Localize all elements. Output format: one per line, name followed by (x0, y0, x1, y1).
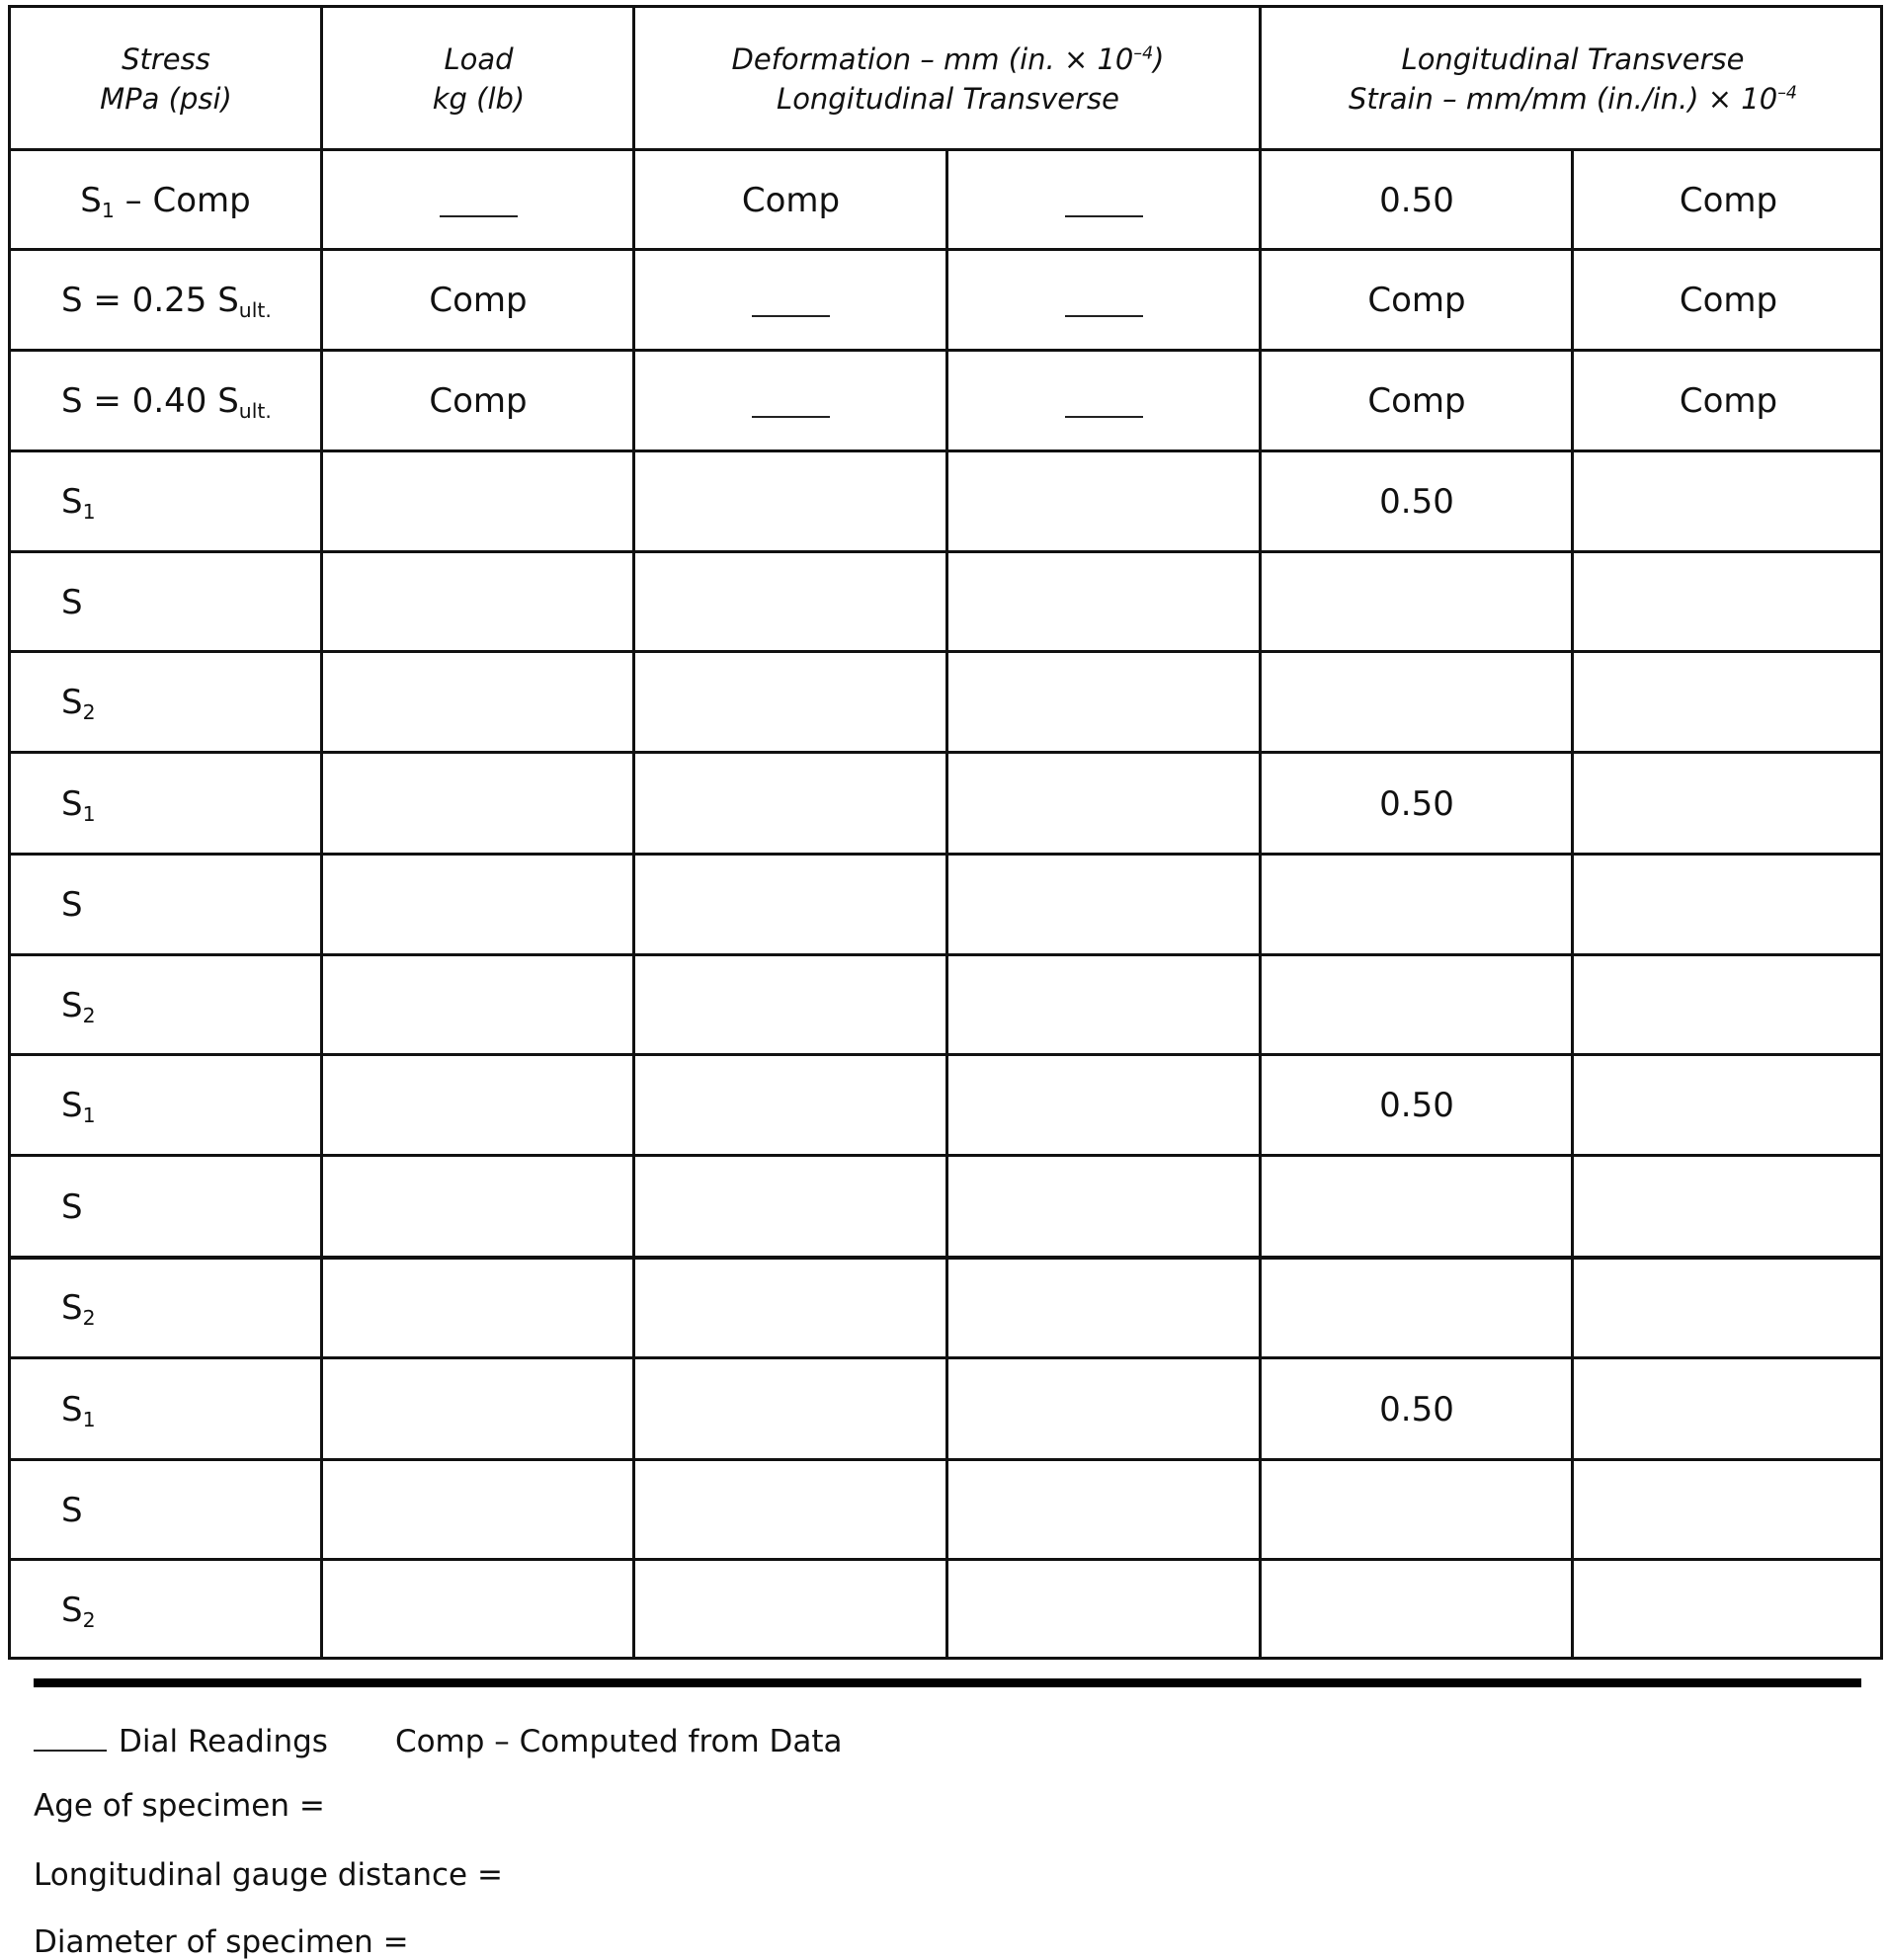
cell-value: Comp (741, 180, 841, 220)
stress-cell (10, 856, 321, 954)
def-long-cell (635, 856, 946, 954)
def-long-cell (635, 352, 946, 450)
stress-cell (10, 754, 321, 854)
def-long-cell (635, 553, 946, 651)
dial-reading-blank (752, 315, 830, 317)
strain-trans-cell (1574, 1359, 1883, 1459)
cell-value: Comp (429, 281, 528, 320)
load-cell (323, 151, 633, 249)
header-deformation (636, 8, 1260, 149)
load-cell (323, 653, 633, 752)
def-long-cell (635, 251, 946, 350)
stress-label: $S_1$ – Comp (80, 180, 251, 222)
def-long-cell (635, 452, 946, 551)
stress-cell (10, 452, 321, 551)
header-stress-line1: Stress (122, 41, 210, 76)
header-strain-line1: Longitudinal Transverse (1401, 41, 1745, 76)
stress-label: S (61, 1490, 83, 1530)
def-trans-cell (948, 1461, 1260, 1559)
load-cell (323, 352, 633, 450)
load-cell (323, 452, 633, 551)
stress-label: S (61, 1186, 83, 1227)
age-of-specimen-field: Age of specimen = (34, 1788, 325, 1824)
def-long-cell (635, 1157, 946, 1257)
header-deformation-line1: Deformation – mm (in. × $10^{-4}$) (731, 41, 1165, 76)
strain-long-cell (1262, 352, 1572, 450)
cell-value: 0.50 (1379, 180, 1454, 220)
def-trans-cell (948, 1259, 1260, 1357)
load-cell (323, 1157, 633, 1257)
strain-trans-cell (1574, 1259, 1883, 1357)
header-load-line1: Load (444, 41, 514, 76)
def-trans-cell (948, 1157, 1260, 1257)
stress-cell (10, 1259, 321, 1357)
load-cell (323, 754, 633, 854)
strain-long-cell (1262, 553, 1572, 651)
strain-long-cell (1262, 251, 1572, 350)
header-deformation-line2: Longitudinal Transverse (777, 81, 1119, 116)
strain-long-cell (1262, 1157, 1572, 1257)
cell-value: 0.50 (1379, 1389, 1454, 1429)
cell-value: 0.50 (1379, 482, 1454, 522)
load-cell (323, 1259, 633, 1357)
stress-label: $S_1$ (61, 1389, 96, 1431)
header-load-line2: kg (lb) (432, 81, 526, 116)
strain-long-cell (1262, 1359, 1572, 1459)
cell-value: Comp (429, 381, 528, 421)
def-long-cell (635, 1359, 946, 1459)
cell-value: 0.50 (1379, 783, 1454, 824)
stress-label: $S_1$ (61, 482, 96, 525)
legend-key (34, 1724, 843, 1759)
strain-long-cell (1262, 956, 1572, 1054)
def-long-cell (635, 653, 946, 752)
load-cell (323, 856, 633, 954)
load-cell (323, 956, 633, 1054)
def-trans-cell (948, 1359, 1260, 1459)
dial-reading-blank (1065, 416, 1143, 418)
strain-trans-cell (1574, 452, 1883, 551)
legend-comp-label: Comp – Computed from Data (394, 1724, 843, 1759)
strain-trans-cell (1574, 754, 1883, 854)
strain-trans-cell (1574, 1461, 1883, 1559)
def-trans-cell (948, 352, 1260, 450)
load-cell (323, 251, 633, 350)
strain-trans-cell (1574, 856, 1883, 954)
strain-long-cell (1262, 754, 1572, 854)
stress-cell (10, 352, 321, 450)
strain-trans-cell (1574, 1056, 1883, 1155)
def-long-cell (635, 1259, 946, 1357)
def-long-cell (635, 754, 946, 854)
cell-value: Comp (1679, 180, 1778, 220)
strain-trans-cell (1574, 956, 1883, 1054)
strain-trans-cell (1574, 553, 1883, 651)
stress-label: $S_2$ (61, 1288, 96, 1331)
header-strain (1263, 8, 1883, 149)
dial-reading-blank (440, 215, 518, 217)
strain-long-cell (1262, 151, 1572, 249)
def-trans-cell (948, 856, 1260, 954)
dial-reading-blank (752, 416, 830, 418)
strain-long-cell (1262, 653, 1572, 752)
strain-trans-cell (1574, 251, 1883, 350)
header-stress-line2: MPa (psi) (100, 81, 232, 116)
header-load (324, 8, 633, 149)
cell-value: Comp (1679, 281, 1778, 320)
def-trans-cell (948, 754, 1260, 854)
def-trans-cell (948, 653, 1260, 752)
cell-value: Comp (1367, 281, 1466, 320)
def-long-cell (635, 956, 946, 1054)
stress-label: $S_2$ (61, 985, 96, 1027)
def-long-cell (635, 1056, 946, 1155)
def-trans-cell (948, 251, 1260, 350)
dial-reading-blank (1065, 215, 1143, 217)
stress-cell (10, 1056, 321, 1155)
strain-long-cell (1262, 452, 1572, 551)
load-cell (323, 1561, 633, 1660)
load-cell (323, 1461, 633, 1559)
def-long-cell (635, 1461, 946, 1559)
legend-dial-label: Dial Readings (119, 1724, 328, 1759)
stress-label: $S_1$ (61, 783, 96, 826)
strain-trans-cell (1574, 653, 1883, 752)
def-long-cell (635, 151, 946, 249)
load-cell (323, 553, 633, 651)
strain-long-cell (1262, 1461, 1572, 1559)
dial-reading-marker (34, 1750, 107, 1752)
strain-long-cell (1262, 856, 1572, 954)
stress-cell (10, 956, 321, 1054)
header-strain-line2: Strain – mm/mm $(in./in.) \times 10^{-4}$ (1349, 81, 1797, 116)
strain-trans-cell (1574, 352, 1883, 450)
stress-label: $S_1$ (61, 1086, 96, 1128)
gauge-distance-field: Longitudinal gauge distance = (34, 1857, 503, 1893)
strain-long-cell (1262, 1561, 1572, 1660)
cell-value: Comp (1679, 381, 1778, 421)
def-trans-cell (948, 1056, 1260, 1155)
strain-trans-cell (1574, 1561, 1883, 1660)
stress-cell (10, 553, 321, 651)
stress-cell (10, 1561, 321, 1660)
strain-long-cell (1262, 1259, 1572, 1357)
header-stress (11, 8, 321, 149)
stress-cell (10, 1359, 321, 1459)
stress-label: S (61, 885, 83, 925)
def-trans-cell (948, 1561, 1260, 1660)
stress-label: S (61, 582, 83, 622)
stress-cell (10, 151, 321, 249)
stress-cell (10, 653, 321, 752)
diameter-field: Diameter of specimen = (34, 1924, 409, 1960)
stress-label: S = 0.25 $S_{ult.}$ (61, 281, 272, 323)
load-cell (323, 1056, 633, 1155)
strain-trans-cell (1574, 1157, 1883, 1257)
stress-cell (10, 1461, 321, 1559)
stress-cell (10, 1157, 321, 1257)
def-long-cell (635, 1561, 946, 1660)
def-trans-cell (948, 452, 1260, 551)
strain-long-cell (1262, 1056, 1572, 1155)
stress-label: $S_2$ (61, 683, 96, 725)
stress-cell (10, 251, 321, 350)
cell-value: Comp (1367, 381, 1466, 421)
load-cell (323, 1359, 633, 1459)
stress-label: $S_2$ (61, 1591, 96, 1633)
stress-label: S = 0.40 $S_{ult.}$ (61, 381, 272, 424)
dial-reading-blank (1065, 315, 1143, 317)
def-trans-cell (948, 553, 1260, 651)
def-trans-cell (948, 151, 1260, 249)
section-divider-rule (34, 1678, 1861, 1687)
cell-value: 0.50 (1379, 1086, 1454, 1125)
def-trans-cell (948, 956, 1260, 1054)
strain-trans-cell (1574, 151, 1883, 249)
